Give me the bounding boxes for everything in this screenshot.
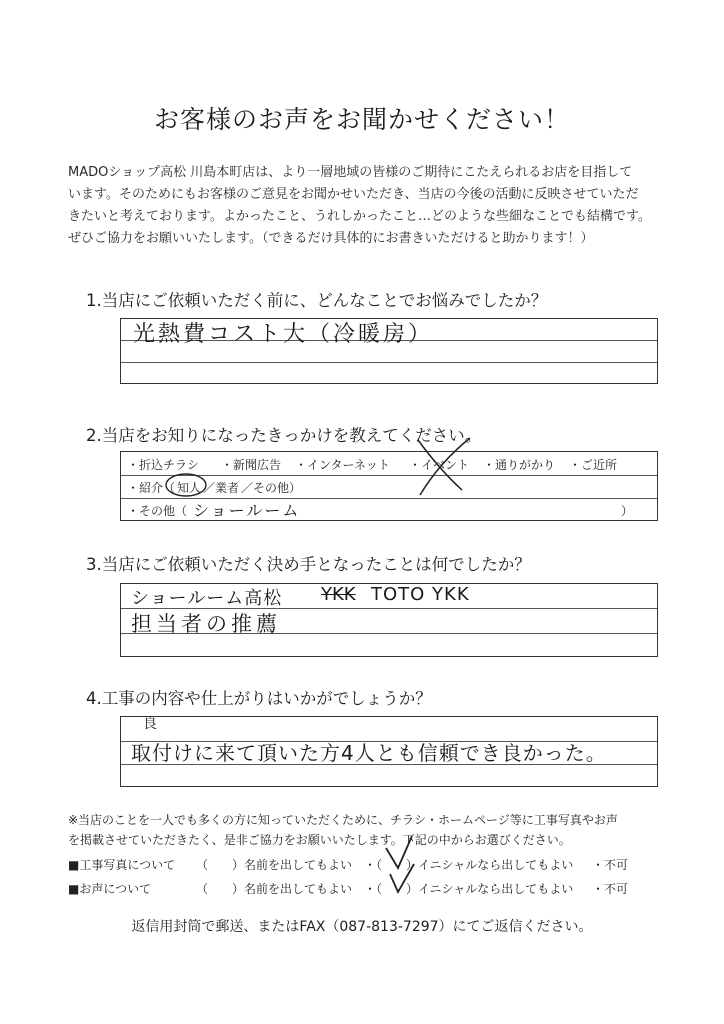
handwritten-struck-text: YKK (321, 584, 356, 605)
circle-mark-acquaintance (166, 474, 206, 496)
notice-line: を掲載させていただきたく、是非ご協力をお願いいたします。下記の中からお選びください。 (68, 833, 571, 847)
question-2: 2.当店をお知りになったきっかけを教えてください。 (86, 426, 482, 445)
option-flyer[interactable]: ・折込チラシ (127, 458, 200, 472)
option-other-close: ） (621, 504, 634, 518)
consent-option-name[interactable]: （ ）名前を出してもよい (196, 882, 353, 896)
option-newspaper[interactable]: ・新聞広告 (221, 458, 282, 472)
separator: ／ (241, 481, 254, 495)
consent-option-none[interactable]: ・不可 (592, 858, 629, 872)
option-other-label: ・その他（ (127, 504, 188, 518)
consent-option-initials[interactable]: ・（ ）イニシャルなら出してもよい (364, 882, 574, 896)
intro-line: MADOショップ高松 川島本町店は、より一層地域の皆様のご期待にこたえられるお店を目指して (68, 165, 633, 180)
consent-label: ■お声について (68, 882, 152, 896)
handwritten-answer-3a: ショールーム高松 (131, 588, 283, 609)
return-instructions: 返信用封筒で郵送、またはFAX（087-813-7297）にてご返信ください。 (131, 919, 593, 935)
cross-mark-event (418, 438, 470, 495)
question-1: 1.当店にご依頼いただく前に、どんなことでお悩みでしたか？ (86, 291, 548, 310)
intro-line: きたいと考えております。よかったこと、うれしかったこと…どのような些細なことでも結構です。 (68, 209, 651, 224)
page-title: お客様のお声をお聞かせください！ (153, 105, 570, 134)
option-referral-contractor[interactable]: 業者 (215, 481, 240, 495)
option-referral-label: ・紹介（ (127, 481, 176, 495)
check-mark-photos (386, 836, 412, 868)
consent-option-none[interactable]: ・不可 (592, 882, 629, 896)
option-internet[interactable]: ・インターネット (295, 458, 390, 472)
consent-option-name[interactable]: （ ）名前を出してもよい (196, 858, 353, 872)
handwritten-answer-3c: 担当者の推薦 (131, 612, 281, 636)
option-referral-acquaintance[interactable]: 知人 (177, 481, 202, 495)
option-neighborhood[interactable]: ・ご近所 (569, 458, 618, 472)
notice-line: ※当店のことを一人でも多くの方に知っていただくために、チラシ・ホームページ等に工事写真やお声 (68, 813, 618, 827)
handwritten-answer-1: 光熱費コスト大（冷暖房） (133, 322, 434, 347)
handwritten-answer-3b: TOTO YKK (371, 584, 470, 605)
handwritten-answer-4: 取付けに来て頂いた方4人とも信頼でき良かった。 (131, 741, 607, 765)
option-referral-other[interactable]: その他） (253, 481, 302, 495)
option-passing-by[interactable]: ・通りがかり (483, 458, 556, 472)
check-mark-voice (390, 864, 414, 892)
consent-option-initials[interactable]: ・（ ）イニシャルなら出してもよい (364, 858, 574, 872)
question-3: 3.当店にご依頼いただく決め手となったことは何でしたか？ (86, 555, 531, 574)
separator: ／ (203, 481, 216, 495)
handwritten-correction: 良 (143, 716, 157, 732)
option-event[interactable]: ・イベント (409, 458, 470, 472)
handwritten-other-answer: ショールーム (193, 501, 301, 520)
intro-line: ぜひご協力をお願いいたします。（できるだけ具体的にお書きいただけると助かります！） (68, 231, 594, 246)
consent-label: ■工事写真について (68, 858, 176, 872)
intro-line: います。そのためにもお客様のご意見をお聞かせいただき、当店の今後の活動に反映させていただ (68, 187, 639, 202)
question-4: 4.工事の内容や仕上がりはいかがでしょうか？ (86, 689, 432, 708)
